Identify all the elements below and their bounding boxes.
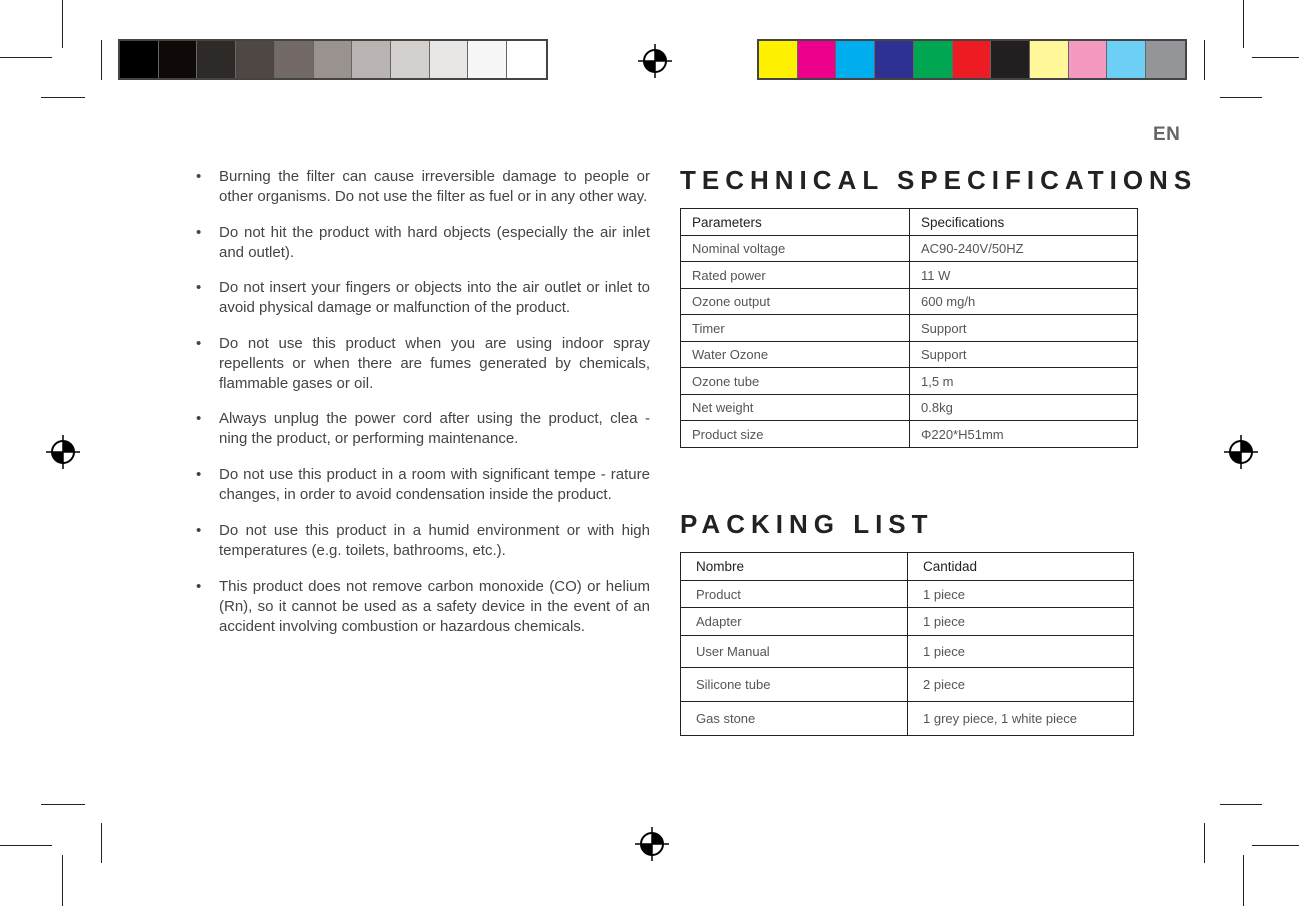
grayscale-swatch <box>468 41 507 78</box>
grayscale-swatch <box>314 41 353 78</box>
table-cell: Ozone tube <box>681 368 910 395</box>
grayscale-swatch <box>120 41 159 78</box>
table-row <box>681 702 1134 736</box>
table-cell: Timer <box>681 315 910 342</box>
table-cell: AC90-240V/50HZ <box>910 236 1138 262</box>
table-row <box>681 581 1134 608</box>
grayscale-swatch <box>159 41 198 78</box>
list-item: • Do not use this product in a humid environment or with high temperatures (e.g. toilets, bathrooms, etc.). <box>196 522 650 559</box>
tech-specs-table <box>680 208 1138 448</box>
process-swatch <box>914 41 953 78</box>
process-swatch <box>953 41 992 78</box>
table-cell: Adapter <box>681 608 908 636</box>
registration-mark-icon <box>1224 435 1258 469</box>
process-swatch <box>1030 41 1069 78</box>
table-header-cell: Parameters <box>681 209 910 236</box>
table-cell: Silicone tube <box>681 668 908 702</box>
grayscale-swatch <box>275 41 314 78</box>
table-cell: 1 piece <box>908 636 1134 668</box>
grayscale-swatch <box>236 41 275 78</box>
table-cell: Net weight <box>681 395 910 421</box>
packing-list-table <box>680 552 1134 736</box>
table-row <box>681 421 1138 448</box>
list-item: • Do not use this product when you are using indoor spray repellents or when there are fumes generated by chemicals, flammable gases or oil. <box>196 335 650 392</box>
language-label: EN <box>1153 124 1181 145</box>
table-cell: 1 piece <box>908 608 1134 636</box>
table-header-cell: Cantidad <box>908 553 1134 581</box>
grayscale-color-bar <box>118 39 548 80</box>
table-cell: 1 piece <box>908 581 1134 608</box>
table-cell: 0.8kg <box>910 395 1138 421</box>
table-row <box>681 636 1134 668</box>
registration-mark-icon <box>638 44 672 78</box>
table-cell: Rated power <box>681 262 910 289</box>
table-cell: Nominal voltage <box>681 236 910 262</box>
table-cell: Product <box>681 581 908 608</box>
table-cell: 600 mg/h <box>910 289 1138 315</box>
list-item: • Always unplug the power cord after using the product, clea - ning the product, or performing maintenance. <box>196 410 650 447</box>
list-item: • This product does not remove carbon monoxide (CO) or helium (Rn), so it cannot be used as a safety device in the event of an accident involving combustion or hazardous chemicals. <box>196 578 650 635</box>
process-color-bar <box>757 39 1187 80</box>
table-row <box>681 668 1134 702</box>
process-swatch <box>1107 41 1146 78</box>
table-cell: Water Ozone <box>681 342 910 368</box>
grayscale-swatch <box>352 41 391 78</box>
table-cell: User Manual <box>681 636 908 668</box>
table-cell: 11 W <box>910 262 1138 289</box>
table-cell: Gas stone <box>681 702 908 736</box>
table-row <box>681 395 1138 421</box>
table-cell: 1 grey piece, 1 white piece <box>908 702 1134 736</box>
grayscale-swatch <box>507 41 546 78</box>
process-swatch <box>836 41 875 78</box>
grayscale-swatch <box>430 41 469 78</box>
table-cell: Ozone output <box>681 289 910 315</box>
process-swatch <box>1069 41 1108 78</box>
list-item: • Do not hit the product with hard objects (especially the air inlet and outlet). <box>196 224 650 261</box>
table-cell: 2 piece <box>908 668 1134 702</box>
packing-list-title: PACKING LIST <box>680 509 934 539</box>
table-cell: Support <box>910 342 1138 368</box>
table-row <box>681 262 1138 289</box>
warnings-list <box>196 167 650 637</box>
table-row <box>681 315 1138 342</box>
table-header-cell: Nombre <box>681 553 908 581</box>
process-swatch <box>798 41 837 78</box>
table-row <box>681 236 1138 262</box>
registration-mark-icon <box>46 435 80 469</box>
table-row <box>681 342 1138 368</box>
list-item: • Do not use this product in a room with significant tempe - rature changes, in order to avoid condensation inside the product. <box>196 466 650 503</box>
list-item: • Burning the filter can cause irreversible damage to people or other organisms. Do not use the filter as fuel or in any other way. <box>196 168 650 205</box>
table-cell: Φ220*H51mm <box>910 421 1138 448</box>
process-swatch <box>991 41 1030 78</box>
grayscale-swatch <box>197 41 236 78</box>
process-swatch <box>759 41 798 78</box>
grayscale-swatch <box>391 41 430 78</box>
table-cell: Product size <box>681 421 910 448</box>
table-cell: Support <box>910 315 1138 342</box>
table-row <box>681 368 1138 395</box>
table-row <box>681 289 1138 315</box>
table-row <box>681 608 1134 636</box>
registration-mark-icon <box>635 827 669 861</box>
tech-specs-title: TECHNICAL SPECIFICATIONS <box>680 165 1198 195</box>
table-header-cell: Specifications <box>910 209 1138 236</box>
process-swatch <box>1146 41 1185 78</box>
list-item: • Do not insert your fingers or objects into the air outlet or inlet to avoid physical damage or malfunction of the product. <box>196 279 650 316</box>
process-swatch <box>875 41 914 78</box>
table-cell: 1,5 m <box>910 368 1138 395</box>
